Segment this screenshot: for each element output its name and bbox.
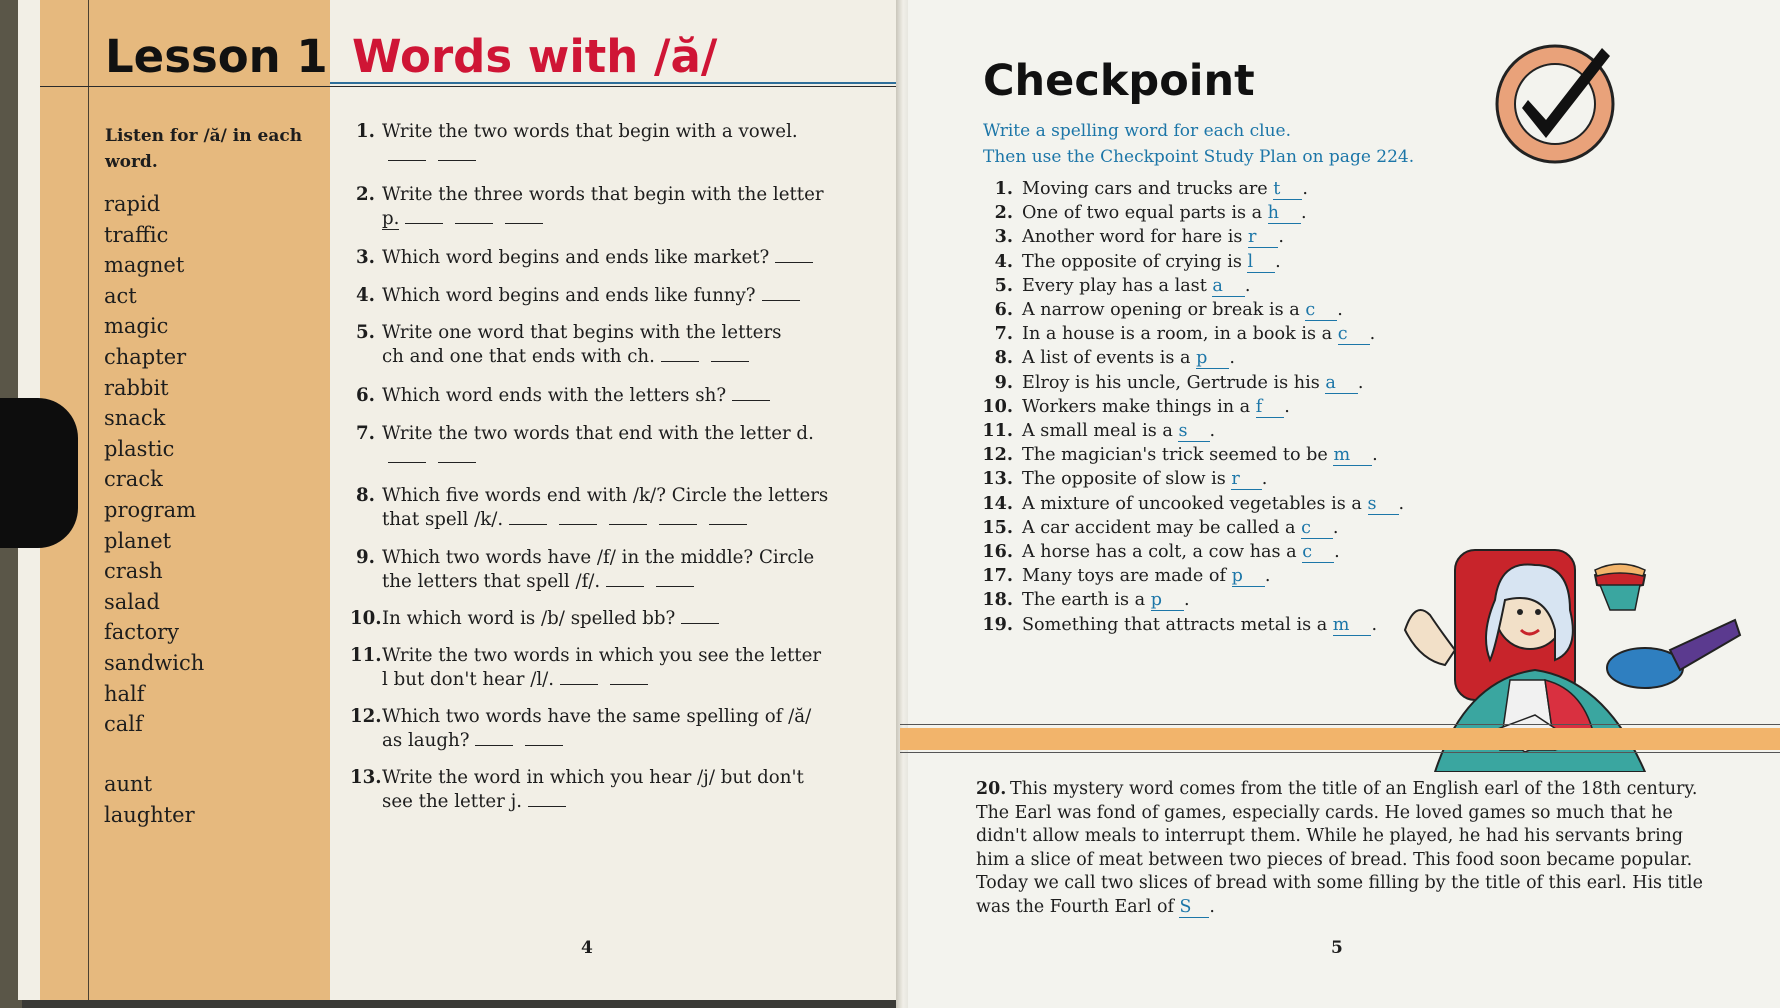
spelling-word: plastic	[104, 436, 175, 461]
clue-text: A car accident may be called a	[1022, 517, 1296, 538]
clue-number: 5.	[994, 274, 1013, 296]
clue-text: Moving cars and trucks are	[1022, 179, 1268, 199]
band-line	[900, 752, 1780, 753]
mystery-hint: S	[1179, 897, 1209, 918]
clue-number: 16.	[982, 541, 1013, 562]
clue-item: 8. A list of events is a p .	[980, 347, 1235, 368]
spelling-word: rapid	[104, 192, 161, 216]
spelling-word: crash	[104, 559, 163, 584]
instruction-line: Then use the Checkpoint Study Plan on page 224.	[983, 147, 1415, 167]
clue-number: 1.	[994, 178, 1013, 199]
clue-number: 9.	[994, 371, 1013, 393]
clue-hint: m	[1333, 615, 1372, 636]
clue-item: 1. Moving cars and trucks are t .	[980, 178, 1308, 199]
clue-text: Many toys are made of	[1022, 566, 1227, 587]
clue-hint: t	[1273, 179, 1302, 200]
clue-hint: m	[1333, 445, 1372, 466]
clue-hint: c	[1305, 300, 1337, 321]
clue-item: 5. Every play has a last a .	[980, 275, 1250, 296]
header-rule	[40, 86, 898, 87]
question: 3. Which word begins and ends like market?	[356, 246, 819, 270]
clue-hint: s	[1178, 421, 1209, 442]
clue-text: The earth is a	[1022, 590, 1146, 611]
clue-item: 17. Many toys are made of p .	[980, 565, 1271, 586]
instruction-line: Write a spelling word for each clue.	[983, 121, 1292, 141]
clue-hint: l	[1247, 252, 1275, 273]
orange-band	[900, 728, 1780, 750]
clue-number: 11.	[982, 420, 1013, 441]
spelling-word: snack	[104, 406, 166, 431]
spelling-word: traffic	[104, 222, 169, 247]
clue-item: 10. Workers make things in a f .	[980, 396, 1290, 417]
clue-text: A horse has a colt, a cow has a	[1022, 542, 1297, 562]
mystery-question: 20. This mystery word comes from the title of an English earl of the 18th century. The Earl was fond of games, especially cards. He loved games so much that he didn't allow meals to interrupt them. While he played, he had his servants bring him a slice of meat between two pieces of bread. This food soon became popular. Today we call two slices of bread with some filling by the title of this earl. His title was the Fourth Earl of S .	[976, 779, 1703, 917]
clue-number: 4.	[994, 250, 1013, 272]
listen-instruction: Listen for /ă/ in each word.	[105, 126, 303, 172]
clue-number: 3.	[994, 226, 1013, 248]
clue-hint: f	[1256, 397, 1285, 418]
clue-number: 17.	[982, 565, 1013, 587]
clue-text: Something that attracts metal is a	[1022, 614, 1328, 635]
spelling-word: half	[104, 681, 145, 706]
page-number: 4	[581, 938, 593, 958]
clue-item: 14. A mixture of uncooked vegetables is a s .	[980, 493, 1404, 514]
gutter	[896, 0, 908, 1008]
clue-hint: c	[1338, 324, 1370, 345]
clue-number: 6.	[994, 299, 1013, 320]
clue-hint: r	[1231, 469, 1261, 490]
spelling-word: factory	[104, 620, 180, 645]
clue-item: 15. A car accident may be called a c .	[980, 517, 1339, 538]
question: 12.Which two words have the same spelling of /ă/ as laugh?	[350, 706, 812, 751]
spelling-word: program	[104, 497, 197, 522]
spelling-word: crack	[104, 467, 163, 492]
clue-text: A small meal is a	[1022, 421, 1173, 441]
spelling-word: act	[104, 283, 137, 308]
question: 9. Which two words have /f/ in the middle? Circle the letters that spell /f/.	[356, 547, 815, 592]
question: 6. Which word ends with the letters sh?	[356, 384, 776, 408]
clue-text: Elroy is his uncle, Gertrude is his	[1022, 372, 1320, 393]
spelling-word: magnet	[104, 253, 185, 278]
clue-item: 9. Elroy is his uncle, Gertrude is his a .	[980, 372, 1363, 393]
spelling-word: chapter	[104, 344, 187, 369]
clue-text: One of two equal parts is a	[1022, 203, 1263, 224]
clue-item: 16. A horse has a colt, a cow has a c .	[980, 541, 1340, 562]
clue-number: 2.	[994, 202, 1013, 224]
clue-item: 2. One of two equal parts is a h .	[980, 202, 1307, 223]
question: 2. Write the three words that begin with the letter p.	[356, 184, 824, 229]
clue-text: Every play has a last	[1022, 275, 1207, 296]
clue-item: 4. The opposite of crying is l .	[980, 251, 1281, 272]
clue-item: 19. Something that attracts metal is a m .	[980, 614, 1377, 635]
clue-text: A mixture of uncooked vegetables is a	[1022, 493, 1362, 514]
question: 7. Write the two words that end with the letter d.	[356, 422, 814, 470]
band-line	[900, 724, 1780, 725]
spelling-word: planet	[104, 528, 172, 553]
clue-text: A list of events is a	[1022, 348, 1191, 369]
clue-number: 18.	[982, 589, 1013, 611]
page-title: Words with /ă/	[352, 30, 718, 83]
spelling-word: magic	[104, 314, 169, 339]
clue-hint: r	[1248, 227, 1278, 248]
clue-item: 7. In a house is a room, in a book is a c .	[980, 323, 1375, 344]
clue-hint: a	[1212, 276, 1245, 297]
clue-hint: c	[1301, 518, 1333, 539]
question: 8. Which five words end with /k/? Circle the letters that spell /k/.	[356, 485, 829, 530]
question: 11.Write the two words in which you see the letter l but don't hear /l/.	[350, 645, 822, 690]
thumb-shadow	[0, 398, 78, 548]
checkpoint-title: Checkpoint	[983, 56, 1255, 106]
clue-number: 15.	[982, 516, 1013, 538]
extra-word: laughter	[104, 802, 195, 827]
spelling-word: rabbit	[104, 375, 169, 400]
spelling-word: salad	[104, 589, 160, 614]
clue-hint: c	[1302, 542, 1334, 563]
clue-hint: s	[1368, 494, 1399, 515]
clue-text: The magician's trick seemed to be	[1022, 445, 1328, 466]
clue-hint: p	[1151, 590, 1184, 611]
clue-hint: p	[1232, 566, 1265, 587]
clue-hint: p	[1196, 348, 1229, 369]
checkmark-icon	[1494, 38, 1624, 168]
clue-number: 13.	[982, 468, 1013, 490]
clue-text: In a house is a room, in a book is a	[1022, 324, 1333, 345]
clue-item: 11. A small meal is a s .	[980, 420, 1215, 441]
question: 1. Write the two words that begin with a vowel.	[356, 120, 798, 168]
margin-line	[88, 0, 89, 1000]
clue-text: The opposite of crying is	[1022, 251, 1242, 272]
clue-hint: h	[1268, 203, 1301, 224]
question: 13.Write the word in which you hear /j/ but don't see the letter j.	[350, 767, 804, 812]
extra-word-list	[104, 772, 195, 833]
clue-number: 7.	[994, 323, 1013, 345]
question: 10.In which word is /b/ spelled bb?	[350, 607, 725, 631]
spelling-word: calf	[104, 712, 143, 737]
clue-item: 13. The opposite of slow is r .	[980, 468, 1267, 489]
clue-number: 8.	[994, 347, 1013, 369]
clue-item: 18. The earth is a p .	[980, 589, 1190, 610]
clue-hint: a	[1325, 373, 1358, 394]
clue-item: 3. Another word for hare is r .	[980, 226, 1284, 247]
clue-text: A narrow opening or break is a	[1022, 300, 1300, 320]
page-number: 5	[1331, 938, 1343, 958]
extra-word: aunt	[104, 772, 153, 796]
clue-item: 12. The magician's trick seemed to be m .	[980, 444, 1378, 465]
lesson-label: Lesson 1	[105, 30, 328, 83]
question: 5. Write one word that begins with the letters ch and one that ends with ch.	[356, 322, 782, 367]
clue-text: Workers make things in a	[1022, 396, 1251, 417]
clue-number: 10.	[982, 395, 1013, 417]
clue-item: 6. A narrow opening or break is a c .	[980, 299, 1343, 320]
clue-text: Another word for hare is	[1022, 227, 1243, 248]
clue-number: 12.	[982, 444, 1013, 466]
spelling-word: sandwich	[104, 650, 205, 675]
instructions	[983, 118, 1414, 170]
clue-text: The opposite of slow is	[1022, 469, 1226, 490]
question: 4. Which word begins and ends like funny?	[356, 284, 806, 308]
spelling-word-list	[104, 192, 204, 743]
clue-number: 14.	[982, 492, 1013, 514]
clue-number: 19.	[982, 613, 1013, 635]
